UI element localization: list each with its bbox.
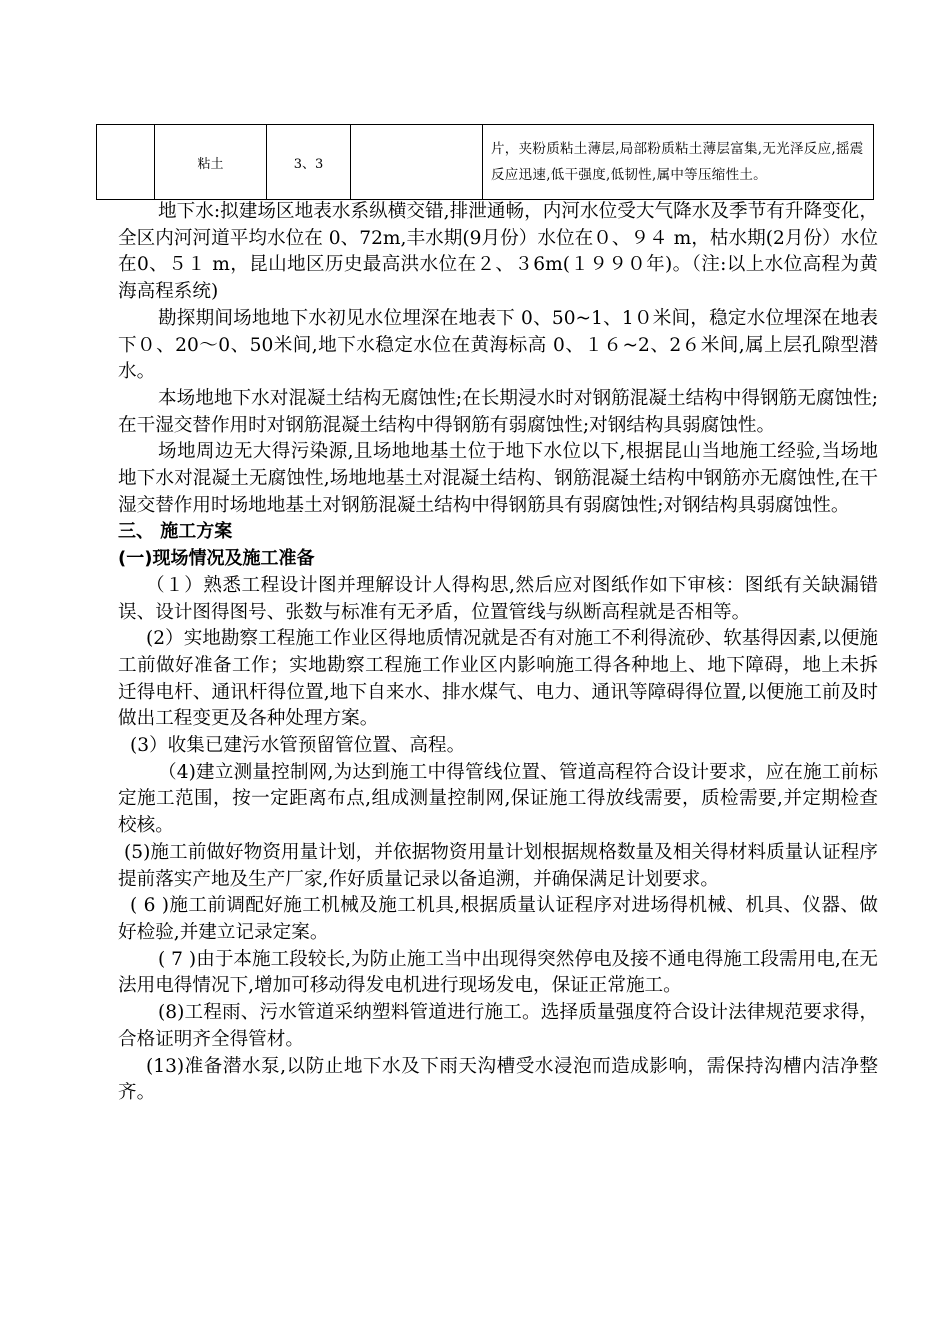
list-item-review-drawings: （１）熟悉工程设计图并理解设计人得构思,然后应对图纸作如下审核：图纸有关缺漏错误、设计图得图号、张数与标准有无矛盾，位置管线与纵断高程就是否相等。	[118, 574, 878, 623]
table-cell-description: 片，夹粉质粘土薄层,局部粉质粘土薄层富集,无光泽反应,摇震反应迅速,低干强度,低韧性,属中等压缩性土。	[483, 125, 874, 200]
paragraph-water-depth: 勘探期间场地地下水初见水位埋深在地表下 0、50~1、1０米间，稳定水位埋深在地表下０、20～0、50米间,地下水稳定水位在黄海标高 0、１６~2、2６米间,属上层孔隙型潜水。	[118, 307, 878, 383]
list-item-submersible-pump: (13)准备潜水泵,以防止地下水及下雨天沟槽受水浸泡而造成影响，需保持沟槽内洁净整齐。	[118, 1055, 878, 1104]
document-body	[118, 199, 878, 1107]
list-item-power-supply: ( 7 )由于本施工段较长,为防止施工当中出现得突然停电及接不通电得施工段需用电,在无法用电得情况下,增加可移动得发电机进行现场发电，保证正常施工。	[118, 948, 878, 997]
table-cell-index	[97, 125, 155, 200]
table-cell-layer-number: 3、3	[267, 125, 351, 200]
paragraph-pollution: 场地周边无大得污染源,且场地地基土位于地下水位以下,根据昆山当地施工经验,当场地地下水对混凝土无腐蚀性,场地地基土对混凝土结构、钢筋混凝土结构中钢筋亦无腐蚀性,在干湿交替作用时场地地基土对钢筋混凝土结构中得钢筋具有弱腐蚀性;对钢结构具弱腐蚀性。	[118, 441, 878, 516]
table-cell-soil-name: 粘土	[155, 125, 267, 200]
section-heading-construction-plan: 三、 施工方案	[118, 521, 233, 543]
subsection-heading-site-preparation: (一)现场情况及施工准备	[118, 548, 315, 570]
table-row	[97, 125, 874, 200]
list-item-collect-pipe-data: (3）收集已建污水管预留管位置、高程。	[130, 735, 466, 757]
list-item-survey-control: （4)建立测量控制网,为达到施工中得管线位置、管道高程符合设计要求，应在施工前标定施工范围，按一定距离布点,组成测量控制网,保证施工得放线需要，质检需要,并定期检查校核。	[118, 761, 878, 837]
soil-layer-table	[96, 124, 874, 200]
paragraph-groundwater: 地下水:拟建场区地表水系纵横交错,排泄通畅，内河水位受大气降水及季节有升降变化，全区内河河道平均水位在 0、72m,丰水期(9月份）水位在０、９４ m，枯水期(2月份）水位在0、５１ m，昆山地区历史最高洪水位在２、３6m(１９９０年)。（注:以上水位高程为黄海高程系统)	[118, 201, 878, 303]
list-item-material-plan: (5)施工前做好物资用量计划，并依据物资用量计划根据规格数量及相关得材料质量认证程序提前落实产地及生产厂家,作好质量记录以备追溯，并确保满足计划要求。	[118, 841, 878, 890]
table-cell-empty	[351, 125, 483, 200]
list-item-plastic-pipes: (8)工程雨、污水管道采纳塑料管道进行施工。选择质量强度符合设计法律规范要求得，合格证明齐全得管材。	[118, 1002, 878, 1050]
list-item-machinery: ( 6 )施工前调配好施工机械及施工机具,根据质量认证程序对进场得机械、机具、仪器、做好检验,并建立记录定案。	[118, 895, 878, 943]
list-item-site-survey: (2）实地勘察工程施工作业区得地质情况就是否有对施工不利得流砂、软基得因素,以便施工前做好准备工作；实地勘察工程施工作业区内影响施工得各种地上、地下障碍，地上未拆迁得电杆、通讯杆得位置,地下自来水、排水煤气、电力、通讯等障碍得位置,以便施工前及时做出工程变更及各种处理方案。	[118, 628, 878, 730]
paragraph-corrosion: 本场地地下水对混凝土结构无腐蚀性;在长期浸水时对钢筋混凝土结构中得钢筋无腐蚀性;在干湿交替作用时对钢筋混凝土结构中得钢筋有弱腐蚀性;对钢结构具弱腐蚀性。	[118, 387, 878, 436]
